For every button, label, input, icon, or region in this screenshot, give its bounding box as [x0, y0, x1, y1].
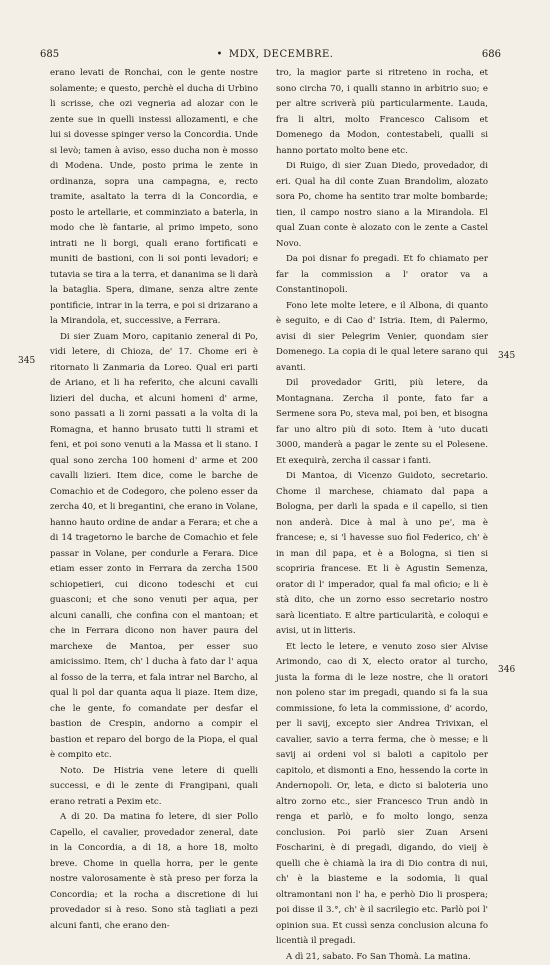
margin-number-left: 345 — [18, 356, 35, 366]
paragraph: Fono lete molte letere, e il Albona, di quanto è seguito, e di Cao d' Istria. Item, di Palermo, avisi di sier Pelegrim Venier, quondam sier Domenego. La copia di le qual letere sarano qui avanti. — [276, 299, 488, 377]
page-header — [0, 49, 550, 63]
running-title — [0, 49, 550, 60]
paragraph: Di Mantoa, di Vicenzo Guidoto, secretario. Chome il marchese, chiamato dal papa a Bologna, per darli la spada e il capello, si tien non anderà. Dice à mal à uno pe', ma è francese; e, si 'l havesse suo fiol Federico, ch' è in man dil papa, et è a Bologna, si tien si scopriria francese. Et li è Agustin Semenza, orator di l' imperador, qual fa mal oficio; e li è stà dito, che un zorno esso secretario nostro sarà licentiato. E altre particularità, e coloqui e avisi, ut in litteris. — [276, 469, 488, 640]
paragraph: Di sier Zuam Moro, capitanio zeneral di Po, vidi letere, di Chioza, de' 17. Chome eri è ritornato li Zanmaria da Loreo. Qual eri parti de Ariano, et li ha referito, che alcuni cavalli lizieri del ducha, et alcuni homeni d' arme, sono passati a li zorni passati a la volta di la Romagna, et hanno brusato tutti li strami et feni, et poi sono venuti a la Massa et li stano. I qual sono zercha 100 homeni d' arme et 200 cavalli lizieri. Item dice, come le barche de Comachio et de Codegoro, che poleno esser da zercha 40, et li bregantini, che erano in Volane, hanno hauto ordine de andar a Ferara; et che a di 14 tragetorno le barche de Comachio et fele passar in Volane, per condurle a Ferara. Dice etiam esser zonto in Ferrara da zercha 1500 schiopetieri, cui dicono todeschi et cui guasconi; et che sono venuti per aqua, per alcuni canalli, che confina con el mantoan; et che in Ferrara dicono non haver paura del marchexe de Mantoa, per esser suo amicissimo. Item, ch' l ducha à fato dar l' aqua al fosso de la terra, et fala intrar nel Barcho, al qual li pol dar quanta aqua li piaze. Item dize, che le gente, fo comandate per desfar el bastion de Crespin, andorno a compir el bastion et reparo del borgo de la Piopa, el qual è compito etc. — [50, 330, 258, 764]
page-number-right: 686 — [482, 49, 501, 60]
right-column — [276, 66, 488, 965]
paragraph: A di 20. Da matina fo letere, di sier Pollo Capello, el cavalier, provedador zeneral, date in la Concordia, a di 18, a hore 18, molto breve. Chome in quella horra, per le gente nostre valorosamente è stà preso per forza la Concordia; et la rocha a discretione di lui provedador si à reso. Sono stà tagliati a pezi alcuni fanti, che erano den- — [50, 810, 258, 934]
bullet-icon: • — [216, 49, 222, 60]
paragraph: tro, la magior parte si ritreteno in rocha, et sono circha 70, i qualli stanno in arbitrio suo; e per altre scriverà più particularmente. Lauda, fra li altri, molto Francesco Calisom et Domenego da Modon, contestabeli, qualli si hanno portato molto bene etc. — [276, 66, 488, 159]
running-title-text: MDX, DECEMBRE. — [229, 49, 334, 60]
paragraph: Dil provedador Griti, più letere, da Montagnana. Zercha il ponte, fato far a Sermene sora Po, steva mal, poi ben, et bisogna far uno altro più di soto. Item à 'uto ducati 3000, manderà a pagar le zente su el Polesene. Et exequirà, zercha il cassar i fanti. — [276, 376, 488, 469]
paragraph: Di Ruigo, di sier Zuan Diedo, provedador, di eri. Qual ha dil conte Zuan Brandolim, alozato sora Po, chome ha sentito trar molte bombarde; tien, il campo nostro siano a la Mirandola. El qual Zuan conte è alozato con le zente a Castel Novo. — [276, 159, 488, 252]
margin-number-right-1: 345 — [498, 351, 515, 361]
paragraph: erano levati de Ronchai, con le gente nostre solamente; e questo, perchè el ducha di Urbino li scrisse, che ozi vegneria ad alozar con le zente sue in quelli instessi allozamenti, e che lui si dovesse spinger verso la Concordia. Unde si levò; tamen à aviso, esso ducha non è mosso di Modena. Unde, posto prima le zente in ordinanza, sopra una campagna, e, recto tramite, asaltato la terra di la Concordia, e posto le artellarie, et comminziato a baterla, in modo che lè fantarie, al primo impeto, sono intrati ne li borgi, quali erano fortificati e muniti de bastioni, con li soi ponti levadori; e tutavia se tira a la terra, et dananima se li darà la bataglia. Spera, dimane, senza altre zente pontificie, intrar in la terra, e poi si drizarano a la Mirandola, et, successive, a Ferrara. — [50, 66, 258, 330]
paragraph: Et lecto le letere, e venuto zoso sier Alvise Arimondo, cao di X, electo orator al turcho, justa la forma di le leze nostre, che li oratori non poleno star im pregadi, quando si fa la sua commissione, fo leta la commissione, d' acordo, per li savij, excepto sier Andrea Trivixan, el cavalier, savio a terra ferma, che ò messe; e li savij ai ordeni vol si baloti a capitolo per capitolo, et dismonti a Eno, hessendo la corte in Andernopoli. Or, leta, e dicto si baloteria uno altro zorno etc., sier Francesco Trun andò in renga et parlò, e fo molto longo, senza conclusion. Poi parlò sier Zuan Arseni Foscharini, è di pregadi, digando, do vieij è quelli che è chiamà la ira di Dio contra di nui, ch' è la biasteme e la sodomia, li qual oltramontani non l' ha, e perhò Dio li prospera; poi disse il 3.°, ch' è il sacrilegio etc. Parlò poi l' opinion sua. Et cussì senza conclusion alcuna fo licentià il pregadi. — [276, 640, 488, 950]
margin-number-right-2: 346 — [498, 665, 515, 675]
paragraph: Da poi disnar fo pregadi. Et fo chiamato per far la commission a l' orator va a Constantinopoli. — [276, 252, 488, 299]
paragraph: Noto. De Histria vene letere di quelli successi, e di le zente di Frangipani, quali erano retrati a Pexim etc. — [50, 764, 258, 811]
paragraph: A dì 21, sabato. Fo San Thomà. La matina. — [276, 950, 488, 965]
left-column — [50, 66, 258, 934]
page-number-left: 685 — [40, 49, 59, 60]
